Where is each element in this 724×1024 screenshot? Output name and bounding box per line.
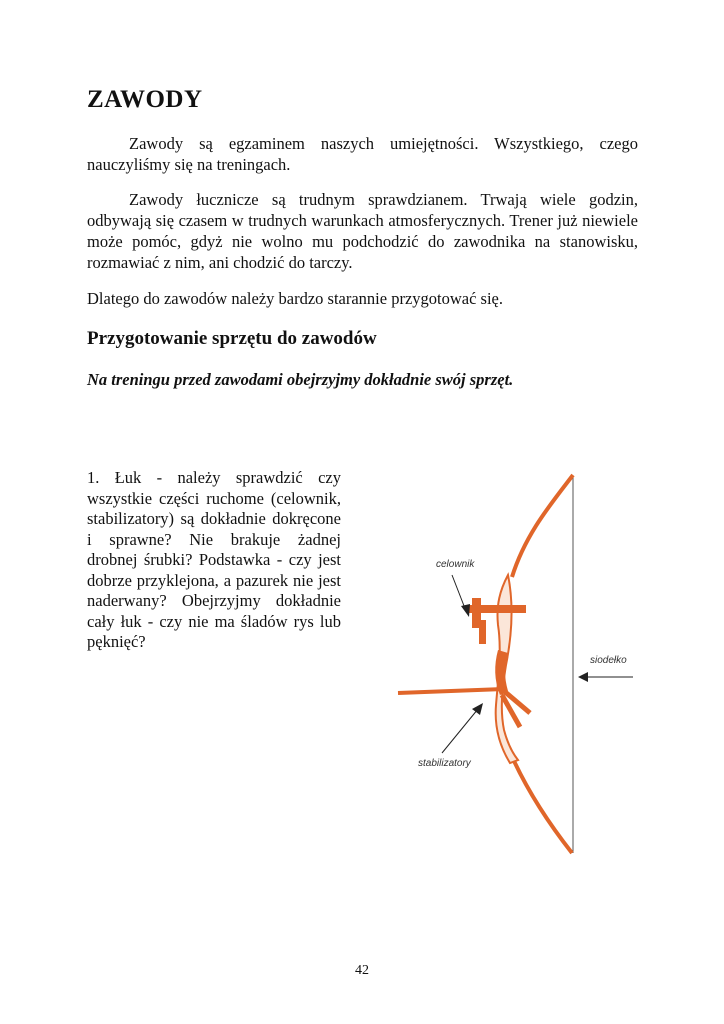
siodelko-arrowhead bbox=[578, 672, 588, 682]
celownik-arrowhead bbox=[461, 604, 470, 617]
upper-limb bbox=[512, 475, 573, 577]
intro-paragraph: Zawody są egzaminem naszych umiejętności. Wszystkiego, czego nauczyliśmy się na treningach. bbox=[87, 134, 638, 174]
preparation-paragraph: Dlatego do zawodów należy bardzo starannie przygotować się. bbox=[87, 289, 504, 308]
section-note: Na treningu przed zawodami obejrzyjmy dokładnie swój sprzęt. bbox=[87, 370, 514, 389]
sight-post bbox=[479, 620, 486, 644]
lower-limb bbox=[514, 761, 572, 853]
page-number: 42 bbox=[355, 963, 369, 978]
long-stabilizer bbox=[398, 689, 504, 693]
stabilizatory-pointer bbox=[442, 709, 478, 753]
section-heading: Przygotowanie sprzętu do zawodów bbox=[87, 328, 377, 349]
bow-illustration bbox=[390, 465, 650, 865]
competition-paragraph: Zawody łucznicze są trudnym sprawdzianem. Trwają wiele godzin, odbywają się czasem w trudnych warunkach atmosferycznych. Trener już niewiele może pomóc, gdyż nie wolno mu podchodzić do zawodnika na stanowisku, rozmawiać z nim, ani chodzić do tarczy. bbox=[87, 190, 638, 272]
label-siodelko: siodełko bbox=[590, 655, 627, 666]
label-celownik: celownik bbox=[436, 559, 475, 570]
bow-check-paragraph: 1. Łuk - należy sprawdzić czy wszystkie części ruchome (celownik, stabilizatory) są dokładnie dokręcone i sprawne? Nie brakuje żadnej drobnej śrubki? Podstawka - czy jest dobrze przyklejona, a pazurek nie jest naderwany? Obejrzyjmy dokładnie cały łuk - czy nie ma śladów rys lub pęknięć? bbox=[87, 468, 341, 651]
stabilizatory-arrowhead bbox=[472, 703, 483, 715]
page-title: ZAWODY bbox=[87, 86, 203, 113]
label-stabilizatory: stabilizatory bbox=[418, 758, 471, 769]
